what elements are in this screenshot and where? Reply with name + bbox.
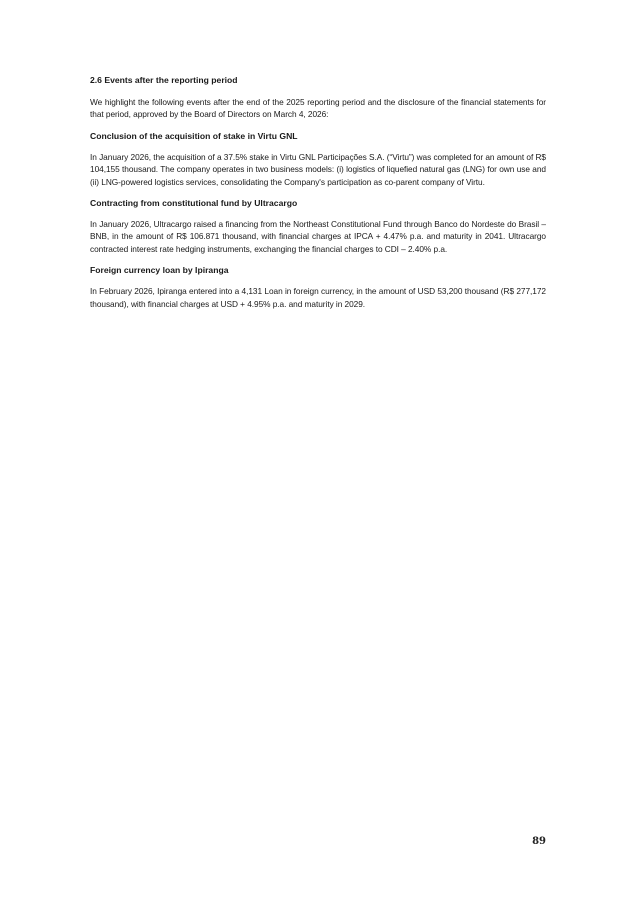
- event-title-virtu: Conclusion of the acquisition of stake in Virtu GNL: [90, 130, 298, 141]
- intro-paragraph: We highlight the following events after the end of the 2025 reporting period and the disclosure of the financial statements for that period, approved by the Board of Directors on March 4, 2026:: [90, 97, 546, 120]
- page-content: [90, 74, 546, 319]
- event-body-ipiranga: In February 2026, Ipiranga entered into a 4,131 Loan in foreign currency, in the amount of USD 53,200 thousand (R$ 277,172 thousand), with financial charges at USD + 4.95% p.a. and maturity in 2029.: [90, 286, 546, 309]
- event-body-ultracargo: In January 2026, Ultracargo raised a financing from the Northeast Constitutional Fund through Banco do Nordeste do Brasil – BNB, in the amount of R$ 106.871 thousand, with financial charges at IPCA + 4.47% p.a. and maturity in 2041. Ultracargo contracted interest rate hedging instruments, exchanging the financial charges to CDI – 2.40% p.a.: [90, 219, 546, 254]
- event-title-ipiranga: Foreign currency loan by Ipiranga: [90, 265, 229, 276]
- section-heading: 2.6 Events after the reporting period: [90, 75, 238, 85]
- page-number: 89: [532, 836, 546, 847]
- event-body-virtu: In January 2026, the acquisition of a 37.5% stake in Virtu GNL Participações S.A. (“Virtu”) was completed for an amount of R$ 104,155 thousand. The company operates in two business models: (i) logistics of liquefied natural gas (LNG) for own use and (ii) LNG-powered logistics services, consolidating the Company's participation as co-parent company of Virtu.: [90, 151, 546, 187]
- event-title-ultracargo: Contracting from constitutional fund by Ultracargo: [90, 198, 298, 209]
